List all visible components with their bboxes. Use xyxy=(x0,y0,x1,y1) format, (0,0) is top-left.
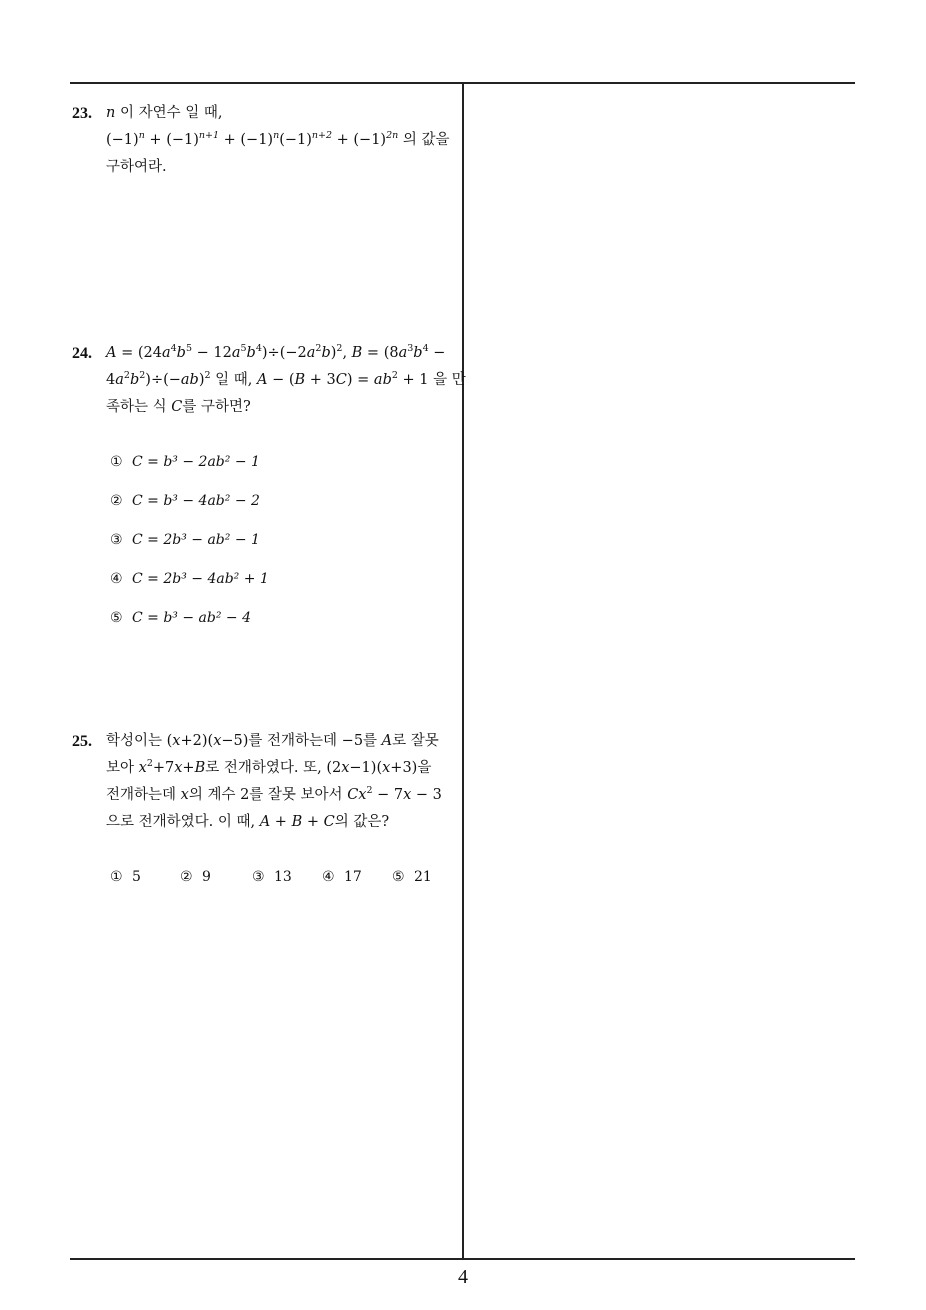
choice-3[interactable]: ③ 13 xyxy=(252,869,292,885)
problem-line: 보아 $x^2+7x+B$로 전개하였다. 또, (2x−1)(x+3)을 xyxy=(106,758,432,776)
problem-line: 구하여라. xyxy=(106,159,167,175)
problem-number: 23. xyxy=(72,105,92,122)
problem-line: 학성이는 (x+2)(x−5)를 전개하는데 −5를 A로 잘못 xyxy=(106,733,439,749)
choice-4[interactable]: ④ C = 2b³ − 4ab² + 1 xyxy=(110,571,269,587)
choice-1[interactable]: ① C = b³ − 2ab² − 1 xyxy=(110,454,260,470)
problem-line: 전개하는데 x의 계수 2를 잘못 보아서 $Cx^2 - 7x - 3$ xyxy=(106,785,442,803)
bottom-rule xyxy=(70,1258,855,1260)
problem-line: 족하는 식 C를 구하면? xyxy=(106,399,251,415)
column-divider xyxy=(462,82,464,1259)
choice-5[interactable]: ⑤ C = b³ − ab² − 4 xyxy=(110,610,252,626)
choice-2[interactable]: ② C = b³ − 4ab² − 2 xyxy=(110,493,260,509)
problem-line: $4a^2b^2)\div(-ab)^2$ 일 때, $A - (B + 3C) = ab^2 + 1$ 을 만 xyxy=(106,370,466,388)
choice-1[interactable]: ① 5 xyxy=(110,869,141,885)
choice-3[interactable]: ③ C = 2b³ − ab² − 1 xyxy=(110,532,260,548)
problem-number: 25. xyxy=(72,733,92,750)
problem-23 xyxy=(72,100,458,181)
problem-number: 24. xyxy=(72,345,92,362)
problem-24-choices xyxy=(110,450,269,645)
problem-line: 으로 전개하였다. 이 때, A + B + C의 값은? xyxy=(106,814,390,830)
problem-25 xyxy=(72,728,458,836)
problem-line: $(-1)^n + (-1)^{n+1} + (-1)^n(-1)^{n+2} + (-1)^{2n}$ 의 값을 xyxy=(106,130,450,148)
choice-5[interactable]: ⑤ 21 xyxy=(392,869,432,885)
page-number: 4 xyxy=(458,1266,468,1288)
choice-2[interactable]: ② 9 xyxy=(180,869,211,885)
problem-line: n 이 자연수 일 때, xyxy=(106,105,223,121)
choice-4[interactable]: ④ 17 xyxy=(322,869,362,885)
problem-24 xyxy=(72,340,466,421)
problem-line: $A = (24a^4b^5 - 12a^5b^4)\div(-2a^2b)^2$, $B = (8a^3b^4$ − xyxy=(106,343,446,361)
problem-25-choices xyxy=(110,865,464,889)
